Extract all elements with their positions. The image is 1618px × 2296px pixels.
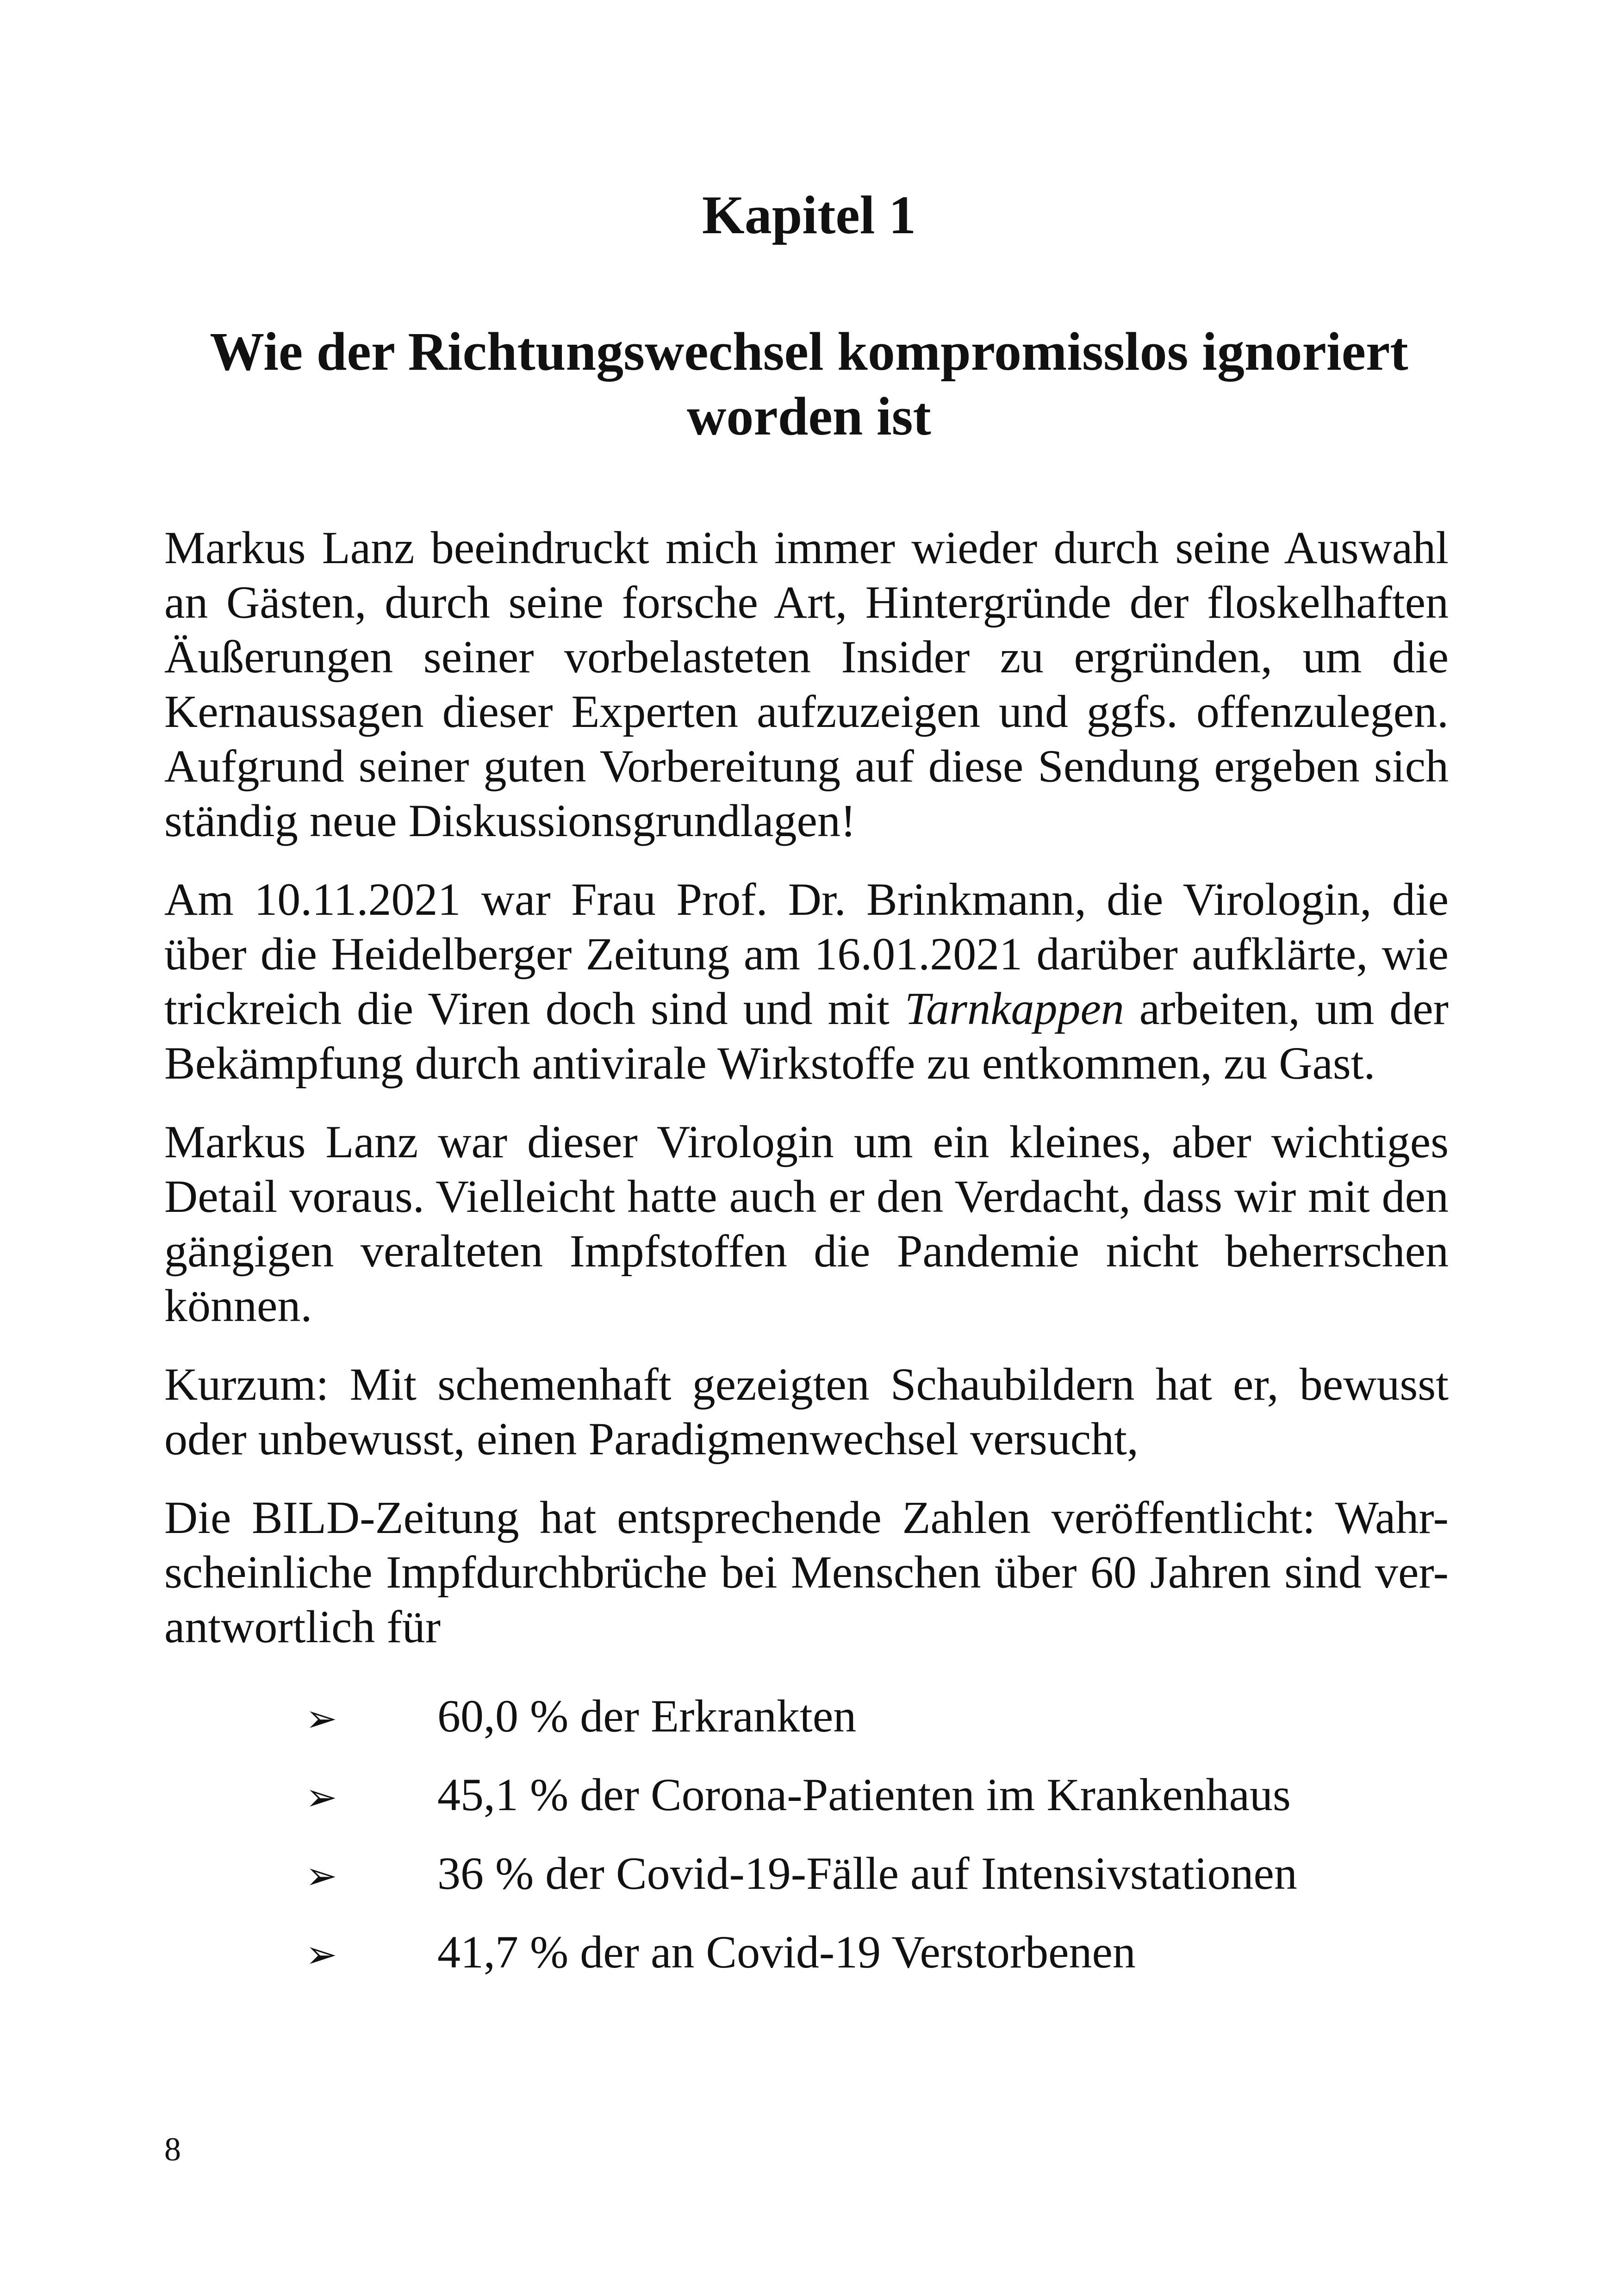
arrow-bullet-icon: ➢	[305, 1697, 337, 1741]
arrow-bullet-icon: ➢	[305, 1775, 337, 1819]
chapter-title-line-1: Wie der Richtungswechsel kompromisslos ignoriert	[210, 321, 1408, 382]
list-item	[305, 1689, 1416, 1768]
chapter-label: Kapitel 1	[702, 185, 916, 245]
paragraph-2	[164, 872, 1449, 1091]
list-item-text: 41,7 % der an Covid-19 Verstorbenen	[437, 1926, 1136, 1978]
statistics-list	[305, 1689, 1416, 2004]
chapter-title-line-2: worden ist	[687, 386, 931, 447]
paragraph-2-text-a: Am 10.11.2021 war Frau Prof. Dr. Brinkmann, die Virologin, die über die Heidelberger Zeitung am 16.01.2021 darüber aufklärte, wie trickreich die Viren doch sind und mit	[164, 874, 1449, 1034]
paragraph-4: Kurzum: Mit schemenhaft gezeigten Schaubildern hat er, bewusst oder unbewusst, einen Paradigmenwechsel versucht,	[164, 1359, 1449, 1464]
list-item-text: 45,1 % der Corona-Patienten im Krankenhaus	[437, 1769, 1291, 1820]
page-number: 8	[164, 2131, 181, 2168]
list-item-text: 36 % der Covid-19-Fälle auf Intensivstationen	[437, 1848, 1297, 1899]
paragraph-1: Markus Lanz beeindruckt mich immer wieder durch seine Auswahl an Gästen, durch seine forsche Art, Hintergründe der floskelhaften Äußerungen seiner vorbelasteten Insider zu ergründen, um die Kernaussagen dieser Experten aufzuzeigen und ggfs. offenzulegen. Aufgrund seiner guten Vorbereitung auf diese Sendung ergeben sich ständig neue Diskussionsgrundlagen!	[164, 522, 1449, 846]
arrow-bullet-icon: ➢	[305, 1854, 337, 1898]
list-item	[305, 1846, 1416, 1925]
list-item	[305, 1925, 1416, 2004]
paragraph-5: Die BILD-Zeitung hat entsprechende Zahlen veröffentlicht: Wahr-scheinliche Impfdurchbrüche bei Menschen über 60 Jahren sind ver-antwortlich für	[164, 1492, 1449, 1652]
chapter-title	[162, 319, 1456, 449]
paragraph-2-text-b: arbeiten, um der Bekämpfung durch antivirale Wirkstoffe zu entkommen, zu Gast.	[164, 983, 1449, 1089]
list-item	[305, 1768, 1416, 1846]
body-text	[164, 521, 1449, 1673]
paragraph-3: Markus Lanz war dieser Virologin um ein kleines, aber wichtiges Detail voraus. Vielleicht hatte auch er den Verdacht, dass wir mit den gängigen veralteten Impfstoffen die Pandemie nicht beherrschen können.	[164, 1116, 1449, 1331]
arrow-bullet-icon: ➢	[305, 1933, 337, 1977]
list-item-text: 60,0 % der Erkrankten	[437, 1690, 857, 1742]
paragraph-2-emphasis: Tarnkappen	[904, 983, 1124, 1034]
